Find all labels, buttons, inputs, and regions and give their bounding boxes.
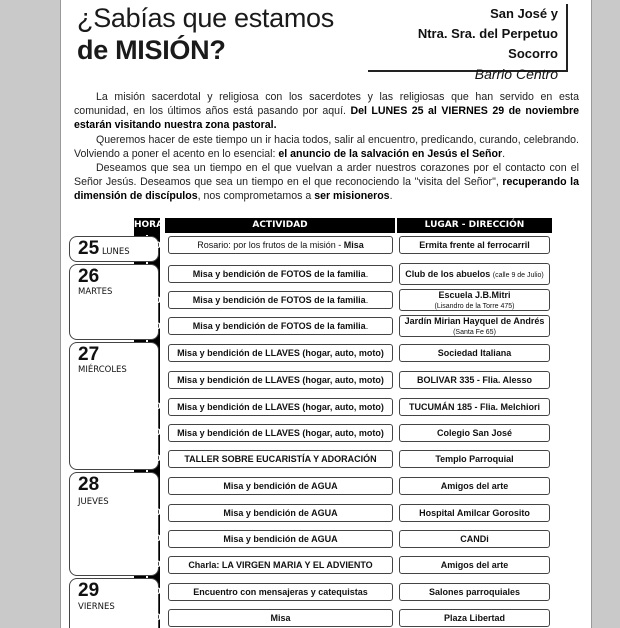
day-name: JUEVES (78, 497, 109, 507)
intro-p3-mid: , nos comprometamos a (197, 190, 315, 203)
row-hour: 19:00 (134, 508, 162, 518)
day-name: LUNES (102, 247, 130, 257)
row-location: Amigos del arte (399, 477, 550, 495)
row-activity: Misa y bendición de AGUA (168, 477, 393, 495)
title-line-1: ¿Sabías que estamos (77, 3, 334, 33)
mission-flyer (60, 0, 592, 628)
row-hour: 19:00 (134, 241, 162, 251)
intro-p2-bold: el anuncio de la salvación en Jesús el Señor (278, 147, 503, 160)
parish-line-2: Ntra. Sra. del Perpetuo Socorro (417, 26, 558, 61)
row-hour: 9:15 (136, 481, 158, 491)
row-location: BOLIVAR 335 - Flia. Alesso (399, 371, 550, 389)
row-activity: Encuentro con mensajeras y catequistas (168, 583, 393, 601)
row-location: Hospital Amilcar Gorosito (399, 504, 550, 522)
intro-p3-bold-1: recuperando la dimensión de discípulos (74, 176, 579, 203)
title-line-2: de MISIÓN? (77, 35, 226, 65)
intro-p1-text: La misión sacerdotal y religiosa con los sacerdotes y las religiosas que han servido en esta comunidad, en los últimos años está pasando por aquí. (74, 91, 579, 118)
row-activity: Misa y bendición de AGUA (168, 530, 393, 548)
row-location: Sociedad Italiana (399, 344, 550, 362)
intro-text (74, 90, 579, 204)
intro-p3-end: . (389, 190, 393, 203)
intro-p2-end: . (502, 147, 506, 160)
intro-p2-text: Queremos hacer de este tiempo un ir hacia todos, salir al encuentro, predicando, curando, celebrando. Volviendo a poner el acento en lo esencial: (74, 133, 579, 160)
day-number: 27 (78, 344, 100, 365)
row-hour: 19:00 (134, 402, 162, 412)
day-number: 26 (78, 266, 100, 287)
location-sub: (Lisandro de la Torre 475) (434, 303, 515, 310)
header-hora: HORA (134, 218, 160, 233)
location-text: Escuela J.B.Mitri (438, 290, 511, 300)
row-activity: Misa y bendición de LLAVES (hogar, auto, moto) (168, 398, 393, 416)
parish-box (368, 4, 568, 82)
row-location: Templo Parroquial (399, 450, 550, 468)
day-name: MIÉRCOLES (78, 365, 127, 375)
location-sub: (Santa Fe 65) (453, 329, 496, 336)
header-lugar: LUGAR - DIRECCIÓN (397, 218, 552, 233)
activity-text: Misa y bendición de FOTOS de la familia (192, 321, 366, 331)
parish-line-3: Barrio Centro (474, 66, 558, 82)
row-activity (168, 265, 393, 283)
location-sub: (calle 9 de Julio) (492, 272, 544, 279)
row-location (399, 263, 550, 285)
row-activity: Misa (168, 609, 393, 627)
activity-end: . (365, 295, 369, 305)
row-hour: 20:30 (134, 454, 162, 464)
row-activity: Misa y bendición de LLAVES (hogar, auto, moto) (168, 424, 393, 442)
row-location (399, 315, 550, 337)
row-activity: Misa y bendición de LLAVES (hogar, auto, moto) (168, 371, 393, 389)
row-hour: 18:00 (134, 587, 162, 597)
row-location: Amigos del arte (399, 556, 550, 574)
intro-p1-bold: Del LUNES 25 al VIERNES 29 de noviembre estarán visitando nuestra zona pastoral. (74, 105, 579, 132)
row-hour: 9:15 (136, 348, 158, 358)
day-number: 28 (78, 474, 100, 495)
row-location: Colegio San José (399, 424, 550, 442)
intro-paragraph-1 (74, 90, 579, 133)
row-activity (168, 291, 393, 309)
row-location: TUCUMÁN 185 - Flia. Melchiori (399, 398, 550, 416)
row-activity (168, 317, 393, 335)
row-location: Salones parroquiales (399, 583, 550, 601)
day-number: 25 (78, 238, 100, 259)
day-name: MARTES (78, 287, 113, 297)
row-activity (168, 236, 393, 254)
row-hour: 19:00 (134, 296, 162, 306)
row-hour: 19:00 (134, 322, 162, 332)
header-actividad: ACTIVIDAD (165, 218, 395, 233)
row-location: Plaza Libertad (399, 609, 550, 627)
row-activity: TALLER SOBRE EUCARISTÍA Y ADORACIÓN (168, 450, 393, 468)
row-activity: Misa y bendición de LLAVES (hogar, auto, moto) (168, 344, 393, 362)
activity-bold: Misa (343, 240, 364, 250)
location-text: Club de los abuelos (405, 269, 493, 279)
row-hour: 9:15 (136, 375, 158, 385)
intro-paragraph-3 (74, 161, 579, 204)
row-hour: 19:00 (134, 534, 162, 544)
row-location: CANDi (399, 530, 550, 548)
intro-paragraph-2 (74, 133, 579, 161)
intro-p3-text: Deseamos que sea un tiempo en el que vuelvan a arder nuestros corazones por el contacto con el Señor Jesús. Deseamos que sea un tiempo en el que reconociendo la "visita del Señor", (74, 162, 579, 189)
row-location (399, 289, 550, 311)
activity-text: Misa y bendición de FOTOS de la familia (192, 295, 366, 305)
row-activity: Misa y bendición de AGUA (168, 504, 393, 522)
row-location: Ermita frente al ferrocarril (399, 236, 550, 254)
activity-end: . (365, 269, 369, 279)
parish-line-1: San José y (490, 6, 558, 21)
intro-p3-bold-2: ser misioneros (314, 190, 390, 203)
row-hour: 19:00 (134, 428, 162, 438)
row-hour: 9:15 (136, 270, 158, 280)
page-title (77, 2, 334, 66)
row-hour: 20:30 (134, 560, 162, 570)
row-hour: 19:30 (134, 613, 162, 623)
activity-text: Misa y bendición de FOTOS de la familia (192, 269, 366, 279)
activity-text: Rosario: por los frutos de la misión - (197, 240, 344, 250)
row-activity: Charla: LA VIRGEN MARIA Y EL ADVIENTO (168, 556, 393, 574)
location-text: Jardín Mirian Hayquel de Andrés (404, 316, 545, 326)
day-number: 29 (78, 580, 100, 601)
activity-end: . (365, 321, 369, 331)
day-name: VIERNES (78, 602, 115, 612)
